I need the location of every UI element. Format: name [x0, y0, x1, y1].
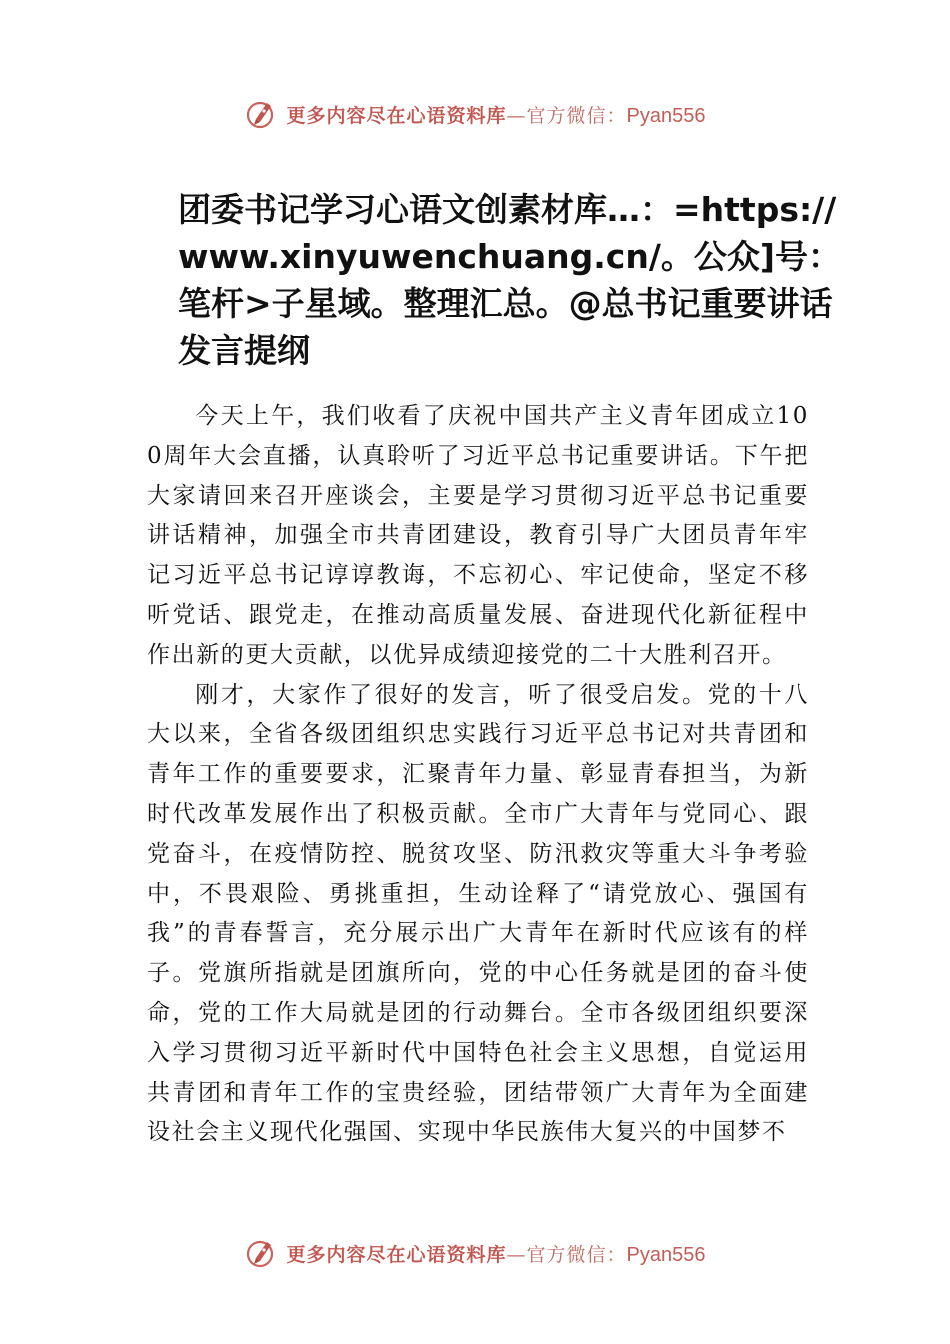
header-banner-handle: Pyan556 [626, 104, 706, 127]
pen-nib-logo-icon [245, 97, 279, 131]
header-banner-text [287, 101, 706, 128]
header-banner-main: 更多内容尽在心语资料库 [286, 104, 507, 127]
footer-banner-separator: — [506, 1243, 527, 1266]
document-title: 团委书记学习心语文创素材库…：=https://www.xinyuwenchuang.cn/。公众]号：笔杆>子星域。整理汇总。@总书记重要讲话发言提纲 [178, 190, 841, 370]
document-body [147, 397, 809, 1153]
header-banner-separator: — [506, 104, 527, 127]
header-banner-content [245, 97, 706, 131]
footer-banner [0, 1233, 950, 1273]
pen-nib-logo-icon [245, 1236, 279, 1270]
paragraph-1: 今天上午，我们收看了庆祝中国共产主义青年团成立100周年大会直播，认真聆听了习近平总书记重要讲话。下午把大家请回来召开座谈会，主要是学习贯彻习近平总书记重要讲话精神，加强全市共青团建设，教育引导广大团员青年牢记习近平总书记谆谆教诲，不忘初心、牢记使命，坚定不移听党话、跟党走，在推动高质量发展、奋进现代化新征程中作出新的更大贡献，以优异成绩迎接党的二十大胜利召开。 [147, 403, 809, 668]
header-banner [0, 94, 950, 134]
footer-banner-main: 更多内容尽在心语资料库 [286, 1243, 507, 1266]
paragraph-2: 刚才，大家作了很好的发言，听了很受启发。党的十八大以来，全省各级团组织忠实践行习近平总书记对共青团和青年工作的重要要求，汇聚青年力量、彰显青春担当，为新时代改革发展作出了积极贡献。全市广大青年与党同心、跟党奋斗，在疫情防控、脱贫攻坚、防汛救灾等重大斗争考验中，不畏艰险、勇挑重担，生动诠释了“请党放心、强国有我”的青春誓言，充分展示出广大青年在新时代应该有的样子。党旗所指就是团旗所向，党的中心任务就是团的奋斗使命，党的工作大局就是团的行动舞台。全市各级团组织要深入学习贯彻习近平新时代中国特色社会主义思想，自觉运用共青团和青年工作的宝贵经验，团结带领广大青年为全面建设社会主义现代化强国、实现中华民族伟大复兴的中国梦不 [147, 681, 809, 1146]
footer-banner-content [245, 1236, 706, 1270]
footer-banner-label: 官方微信： [526, 1243, 627, 1266]
footer-banner-handle: Pyan556 [626, 1243, 706, 1266]
header-banner-label: 官方微信： [526, 104, 627, 127]
footer-banner-text [287, 1240, 706, 1267]
